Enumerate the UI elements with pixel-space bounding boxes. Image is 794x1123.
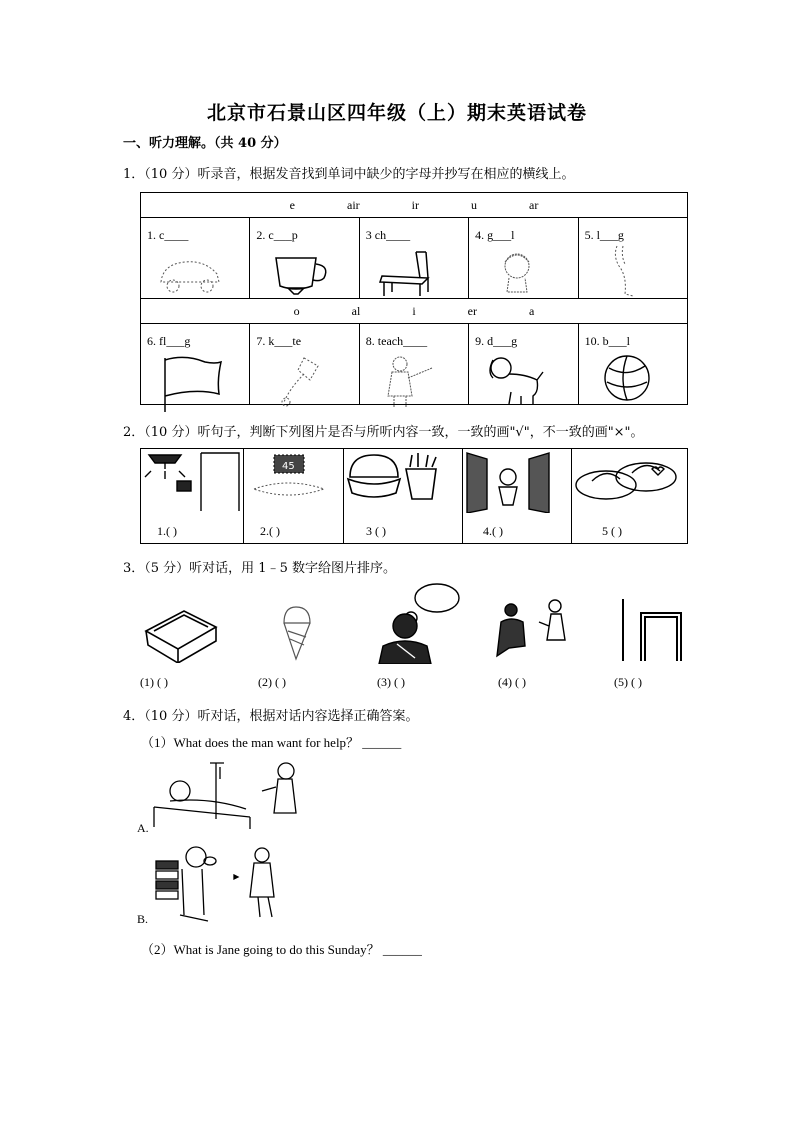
q1-letters-row2: o al i er a: [141, 299, 688, 324]
food-icon: [344, 449, 444, 509]
kite-icon: [264, 354, 334, 410]
slippers-icon: [572, 449, 682, 509]
question-3: 3．（5 分）听对话，用 1﹣5 数字给图片排序。: [123, 561, 396, 576]
q2-item-3: 3 ( ): [344, 449, 462, 543]
sick-in-bed-icon: [150, 757, 310, 835]
bus-icon: [244, 449, 334, 509]
q3-item-2: (2) ( ): [258, 675, 286, 689]
q1-item-10: 10. b___l: [579, 324, 675, 404]
q2-item-1: 1.( ): [141, 449, 243, 543]
teacher-icon: [374, 354, 444, 410]
car-icon: [155, 252, 225, 296]
q4-sub-1: （1）What does the man want for help？ ______: [141, 735, 402, 750]
q4-option-b: B.: [137, 912, 149, 926]
dog-icon: [481, 352, 551, 408]
q1-item-5: 5. l___g: [579, 218, 675, 298]
q4-option-a: A.: [137, 821, 149, 835]
q2-table: [140, 448, 688, 544]
leg-icon: [597, 242, 647, 302]
window-icon: [463, 449, 553, 513]
page-title: 北京市石景山区四年级（上）期末英语试卷: [206, 102, 587, 124]
svg-text:45: 45: [282, 461, 295, 472]
ice-cream-icon: [276, 603, 316, 663]
section-heading: 一、听力理解。（共 40 分）: [123, 136, 287, 151]
q4-sub-2: （2）What is Jane going to do this Sunday？ ______: [141, 942, 422, 957]
ball-icon: [601, 352, 661, 408]
q3-item-1: (1) ( ): [140, 675, 168, 689]
q1-item-2: 2. c___p: [250, 218, 346, 298]
question-2: 2．（10 分）听句子，判断下列图片是否与所听内容一致，一致的画"√"，不一致的画"×"。: [123, 425, 644, 440]
two-people-icon: [495, 596, 575, 662]
flag-icon: [155, 354, 235, 414]
q3-item-4: (4) ( ): [498, 675, 526, 689]
chair-icon: [376, 248, 446, 298]
q1-item-8: 8. teach____: [360, 324, 456, 404]
pencil-box-icon: [140, 603, 220, 663]
carrying-books-icon: [150, 841, 290, 923]
q3-item-5: (5) ( ): [614, 675, 642, 689]
girl-icon: [487, 248, 547, 298]
phone-woman-icon: [375, 580, 465, 664]
q1-item-4: 4. g___l: [469, 218, 565, 298]
q1-letters-row1: e air ir u ar: [141, 193, 688, 218]
q3-item-3: (3) ( ): [377, 675, 405, 689]
q2-item-5: 5 ( ): [572, 449, 687, 543]
door-icon: [617, 597, 687, 663]
q2-item-4: 4.( ): [463, 449, 571, 543]
lamp-window-icon: [141, 449, 241, 511]
q1-item-1: 1. c____: [141, 218, 237, 298]
q1-item-6: 6. fl___g: [141, 324, 237, 404]
q2-item-2: 45 2.( ): [244, 449, 343, 543]
question-4: 4．（10 分）听对话，根据对话内容选择正确答案。: [123, 709, 419, 724]
cup-icon: [268, 252, 338, 298]
question-1: 1．（10 分）听录音，根据发音找到单词中缺少的字母并抄写在相应的横线上。: [123, 167, 575, 182]
q1-item-9: 9. d___g: [469, 324, 565, 404]
q1-item-3: 3 ch____: [360, 218, 456, 298]
q1-table: [140, 192, 688, 405]
q1-item-7: 7. k___te: [250, 324, 346, 404]
